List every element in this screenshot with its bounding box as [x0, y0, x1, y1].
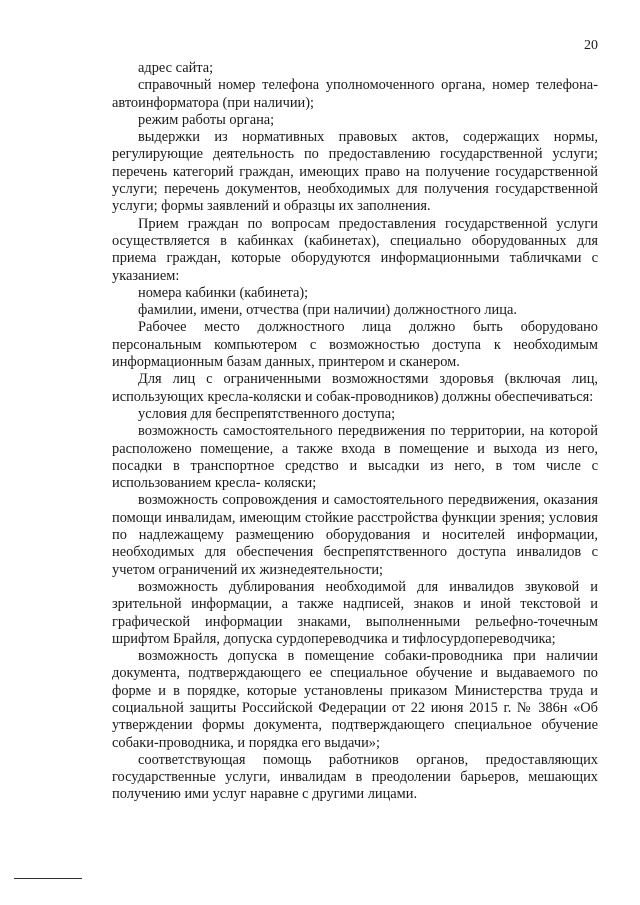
paragraph-information-duplication: возможность дублирования необходимой для инвалидов звуковой и зрительной информации, а также надписей, знаков и иной текстовой и графической информации знаками, выполненными рельефно-точечным шрифтом Брайля, допуска сурдопереводчика и тифлосурдопереводчика; [112, 578, 598, 647]
paragraph-official-name: фамилии, имени, отчества (при наличии) должностного лица. [138, 302, 517, 319]
paragraph-phone-numbers: справочный номер телефона уполномоченного органа, номер телефона-автоинформатора (при наличии); [112, 77, 598, 111]
paragraph-staff-assistance: соответствующая помощь работников органов, предоставляющих государственные услуги, инвалидам в преодолении барьеров, мешающих получению ими услуг наравне с другими лицами. [112, 751, 598, 803]
paragraph-workplace-equipment: Рабочее место должностного лица должно быть оборудовано персональным компьютером с возможностью доступа к необходимым информационным базам данных, принтером и сканером. [112, 319, 598, 371]
paragraph-guide-dog-admission: возможность допуска в помещение собаки-проводника при наличии документа, подтверждающего ее специальное обучение и выдаваемого по форме и в порядке, которые установлены приказом Министерства труда и социальной защиты Российской Федерации от 22 июня 2015 г. № 386н «Об утверждении формы документа, подтверждающего специальное обучение собаки-проводника, и порядка его выдачи»; [112, 648, 598, 751]
paragraph-site-address: адрес сайта; [138, 60, 214, 76]
page-number: 20 [584, 38, 598, 53]
paragraph-reception-booths: Прием граждан по вопросам предоставления государственной услуги осуществляется в кабинках (кабинетах), специально оборудованных для приема граждан, которые оборудуются информационными табличками с указанием: [112, 215, 598, 284]
footer-divider [14, 878, 82, 879]
paragraph-independent-movement: возможность самостоятельного передвижения по территории, на которой расположено помещение, а также входа в помещение и выхода из него, посадки в транспортное средство и высадки из него, в том числе с использованием кресла- коляски; [112, 423, 598, 492]
paragraph-unobstructed-access: условия для беспрепятственного доступа; [138, 405, 396, 422]
paragraph-working-hours: режим работы органа; [138, 111, 275, 128]
paragraph-booth-number: номера кабинки (кабинета); [138, 284, 309, 301]
paragraph-legal-extracts: выдержки из нормативных правовых актов, содержащих нормы, регулирующие деятельность по предоставлению государственной услуги; перечень категорий граждан, имеющих право на получение государственной услуги; перечень документов, необходимых для получения государственной услуги; формы заявлений и образцы их заполнения. [112, 129, 598, 215]
paragraph-disabilities-intro: Для лиц с ограниченными возможностями здоровья (включая лиц, использующих кресла-коляски и собак-проводников) должны обеспечиваться: [112, 371, 598, 405]
document-body [112, 60, 598, 804]
paragraph-escort-assistance: возможность сопровождения и самостоятельного передвижения, оказания помощи инвалидам, имеющим стойкие расстройства функции зрения; условия по надлежащему размещению оборудования и носителей информации, необходимых для обеспечения беспрепятственного доступа инвалидов с учетом ограничений их жизнедеятельности; [112, 492, 598, 578]
